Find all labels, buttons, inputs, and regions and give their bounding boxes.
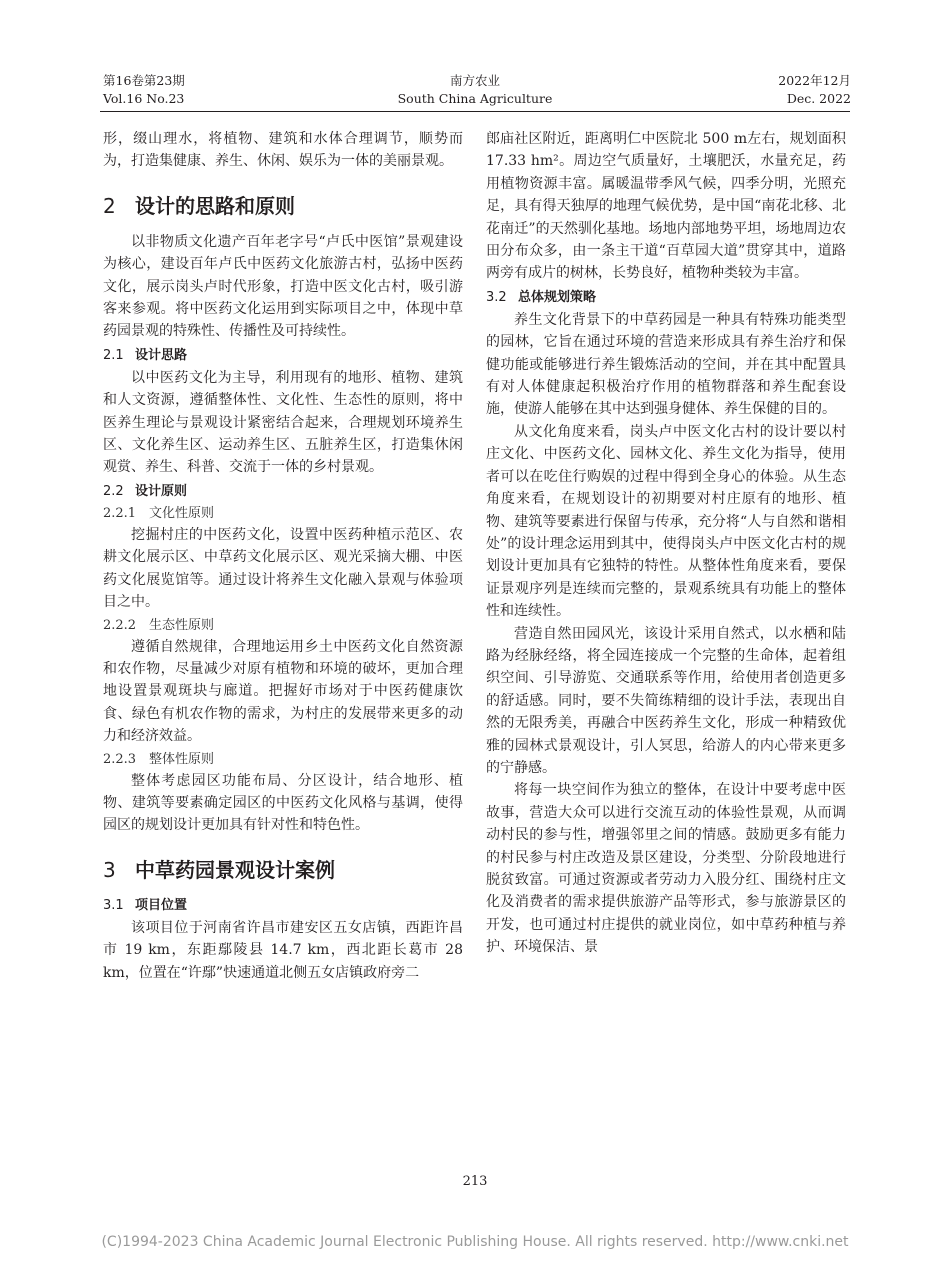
subsubsection-number: 2.2.3 bbox=[103, 751, 137, 767]
header-volume-en: Vol.16 No.23 bbox=[103, 91, 185, 106]
paragraph-2-2-3: 整体考虑园区功能布局、分区设计，结合地形、植物、建筑等要素确定园区的中医药文化风格与基调，使得园区的规划设计更加具有针对性和特色性。 bbox=[103, 772, 463, 834]
subsubsection-heading-2-2-2 bbox=[103, 615, 463, 636]
left-column bbox=[103, 128, 463, 984]
subsection-heading-3-1 bbox=[103, 895, 463, 916]
subsection-number: 3.2 bbox=[486, 289, 507, 305]
subsubsection-title: 整体性原则 bbox=[149, 751, 215, 767]
paragraph-intro: 形，缀山理水，将植物、建筑和水体合理调节，顺势而为，打造集健康、养生、休闲、娱乐为一体的美丽景观。 bbox=[103, 131, 463, 170]
paragraph-3-2-c: 营造自然田园风光，该设计采用自然式，以水栖和陆路为经脉经络，将全园连接成一个完整的生命体，起着组织空间、引导游览、交通联系等作用，给使用者创造更多的舒适感。同时，要不失简练精细的设计手法，表现出自然的无限秀美，再融合中医药养生文化，形成一种精致优雅的园林式景观设计，引人冥思，给游人的内心带来更多的宁静感。 bbox=[486, 625, 846, 776]
header-journal-en: South China Agriculture bbox=[397, 91, 553, 106]
subsubsection-number: 2.2.1 bbox=[103, 505, 137, 521]
header-date bbox=[778, 72, 851, 108]
subsection-title: 项目位置 bbox=[135, 897, 188, 913]
subsubsection-number: 2.2.2 bbox=[103, 617, 137, 633]
subsection-heading-2-1 bbox=[103, 345, 463, 366]
subsubsection-title: 生态性原则 bbox=[149, 617, 215, 633]
subsection-title: 总体规划策略 bbox=[518, 289, 597, 305]
paragraph-section-2: 以非物质文化遗产百年老字号“卢氏中医馆”景观建设为核心，建设百年卢氏中医药文化旅游古村，弘扬中医药文化，展示岗头卢时代形象，打造中医文化古村，吸引游客来参观。将中医药文化运用到实际项目之中，体现中草药园景观的特殊性、传播性及可持续性。 bbox=[103, 233, 463, 340]
paragraph-3-2-a: 养生文化背景下的中草药园是一种具有特殊功能类型的园林，它旨在通过环境的营造来形成具有养生治疗和保健功能或能够进行养生锻炼活动的空间，并在其中配置具有对人体健康起积极治疗作用的植物群落和养生配套设施，使游人能够在其中达到强身健体、养生保健的目的。 bbox=[486, 311, 846, 418]
right-column bbox=[486, 128, 846, 959]
paragraph-3-2-b: 从文化角度来看，岗头卢中医文化古村的设计要以村庄文化、中医药文化、园林文化、养生文化为指导，使用者可以在吃住行购娱的过程中得到全身心的体验。从生态角度来看，在规划设计的初期要对村庄原有的地形、植物、建筑等要素进行保留与传承，充分将“人与自然和谐相处”的设计理念运用到其中，使得岗头卢中医文化古村的规划设计更加具有它独特的特性。从整体性角度来看，要保证景观序列是连续而完整的，景观系统具有功能上的整体性和连续性。 bbox=[486, 423, 846, 620]
copyright-watermark: (C)1994-2023 China Academic Journal Electronic Publishing House. All rights reserved. http://www.cnki.net bbox=[101, 1234, 849, 1250]
header-rule bbox=[100, 111, 850, 112]
section-heading-2 bbox=[103, 193, 463, 219]
subsubsection-title: 文化性原则 bbox=[149, 505, 215, 521]
section-title: 中草药园景观设计案例 bbox=[135, 857, 335, 882]
section-heading-3 bbox=[103, 857, 463, 883]
subsubsection-heading-2-2-3 bbox=[103, 749, 463, 770]
section-number: 3 bbox=[103, 857, 116, 882]
section-title: 设计的思路和原则 bbox=[135, 193, 295, 218]
paragraph-3-1: 该项目位于河南省许昌市建安区五女店镇，西距许昌市 19 km，东距鄢陵县 14.7 km，西北距长葛市 28 km，位置在“许鄢”快速通道北侧五女店镇政府旁二 bbox=[103, 919, 463, 981]
subsection-number: 3.1 bbox=[103, 897, 124, 913]
header-date-cn: 2022年12月 bbox=[778, 73, 851, 88]
header-journal-cn: 南方农业 bbox=[449, 73, 500, 88]
page-number: 213 bbox=[462, 1174, 488, 1189]
paragraph-2-2-1: 挖掘村庄的中医药文化，设置中医药种植示范区、农耕文化展示区、中草药文化展示区、观光采摘大棚、中医药文化展览馆等。通过设计将养生文化融入景观与体验项目之中。 bbox=[103, 526, 463, 611]
paragraph-3-1-continued: 郎庙社区附近，距离明仁中医院北 500 m左右，规划面积17.33 hm²。周边空气质量好，土壤肥沃，水量充足，药用植物资源丰富。属暖温带季风气候，四季分明，光照充足，具有得天独厚的地理气候优势，是中国“南花北移、北花南迁”的天然驯化基地。场地内部地势平坦，场地周边农田分布众多，由一条主干道“百草园大道”贯穿其中，道路两旁有成片的树林，长势良好，植物种类较为丰富。 bbox=[486, 131, 846, 282]
header-date-en: Dec. 2022 bbox=[786, 91, 851, 106]
subsubsection-heading-2-2-1 bbox=[103, 503, 463, 524]
subsection-title: 设计思路 bbox=[135, 347, 188, 363]
paragraph-2-1: 以中医药文化为主导，利用现有的地形、植物、建筑和人文资源，遵循整体性、文化性、生态性的原则，将中医养生理论与景观设计紧密结合起来，合理规划环境养生区、文化养生区、运动养生区、五脏养生区，打造集休闲观赏、养生、科普、交流于一体的乡村景观。 bbox=[103, 369, 463, 476]
header-volume-cn: 第16卷第23期 bbox=[103, 73, 185, 88]
subsection-number: 2.2 bbox=[103, 483, 124, 499]
subsection-heading-2-2 bbox=[103, 481, 463, 502]
subsection-title: 设计原则 bbox=[135, 483, 188, 499]
subsection-number: 2.1 bbox=[103, 347, 124, 363]
paragraph-3-2-d: 将每一块空间作为独立的整体，在设计中要考虑中医故事，营造大众可以进行交流互动的体验性景观，从而调动村民的参与性，增强邻里之间的情感。鼓励更多有能力的村民参与村庄改造及景区建设，分类型、分阶段地进行脱贫致富。可通过资源或者劳动力入股分红、围绕村庄文化及消费者的需求提供旅游产品等形式，参与旅游景区的开发，也可通过村庄提供的就业岗位，如中草药种植与养护、环境保洁、景 bbox=[486, 782, 846, 956]
section-number: 2 bbox=[103, 193, 116, 218]
subsection-heading-3-2 bbox=[486, 287, 846, 308]
paragraph-2-2-2: 遵循自然规律，合理地运用乡土中医药文化自然资源和农作物，尽量减少对原有植物和环境的破坏，更加合理地设置景观斑块与廊道。把握好市场对于中医药健康饮食、绿色有机农作物的需求，为村庄的发展带来更多的动力和经济效益。 bbox=[103, 638, 463, 745]
